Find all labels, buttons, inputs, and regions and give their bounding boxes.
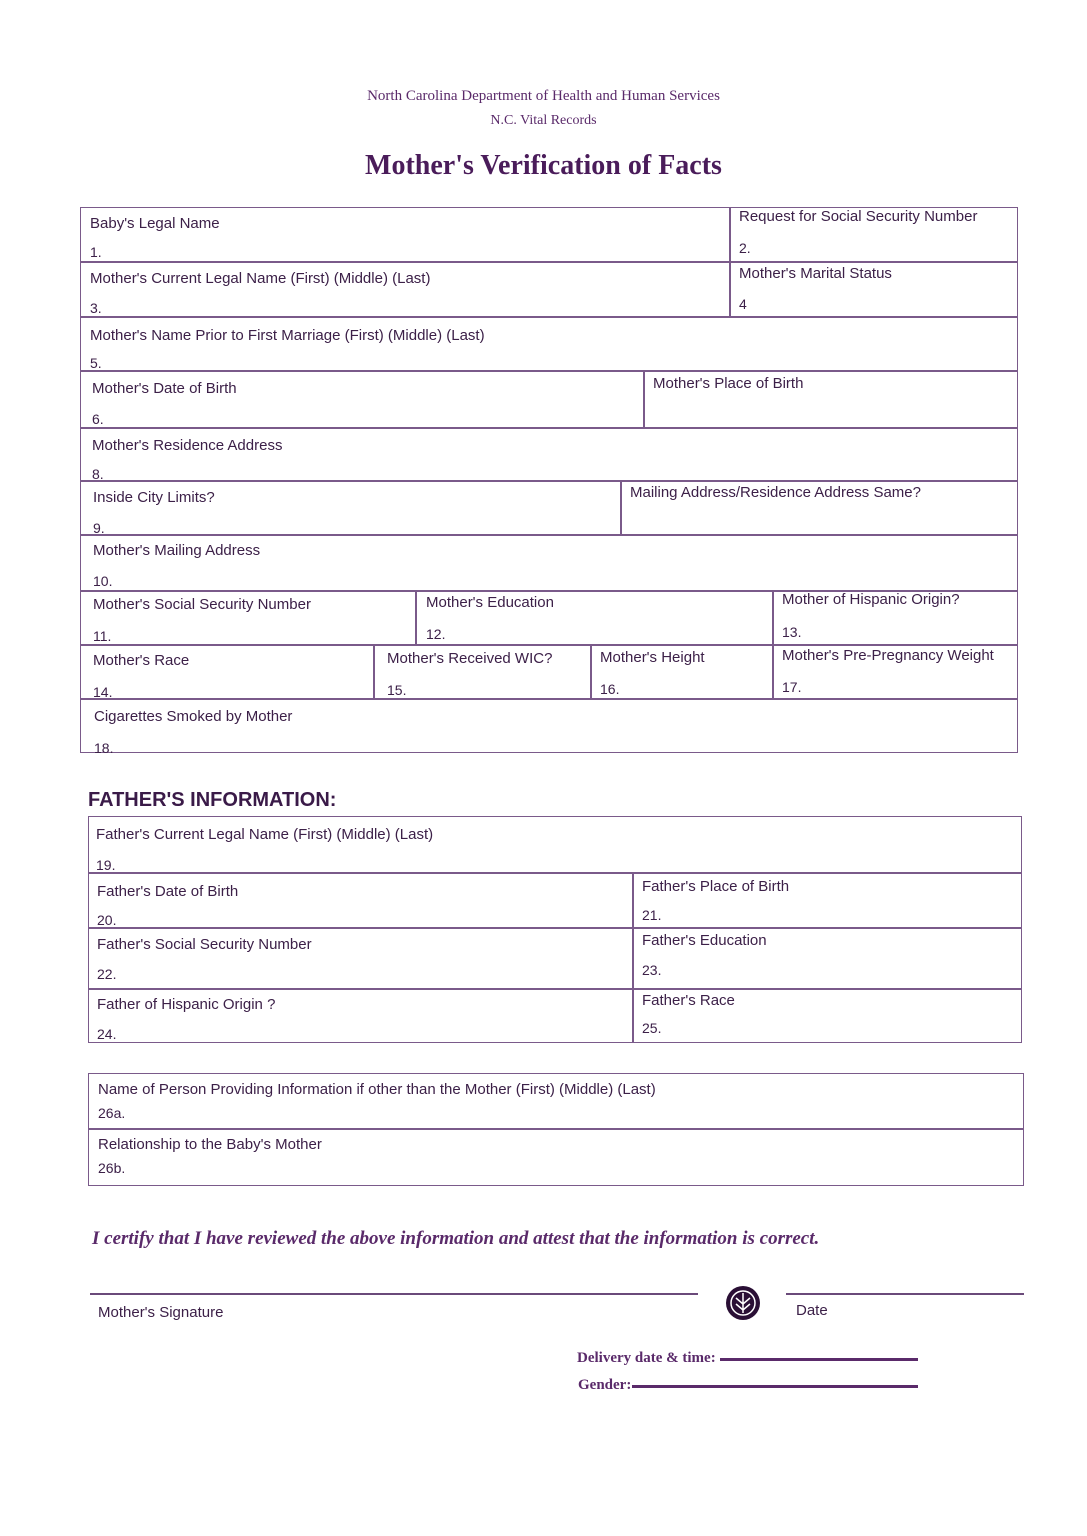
gender-label: Gender: (578, 1377, 632, 1393)
field-label-father-education: Father's Education (642, 932, 767, 949)
divider (643, 370, 645, 427)
field-number: 3. (90, 300, 102, 316)
field-number: 2. (739, 240, 751, 256)
field-number: 11. (93, 628, 112, 644)
divider (88, 927, 1022, 929)
field-label-residence-address: Mother's Residence Address (92, 437, 283, 454)
field-label-mother-ssn: Mother's Social Security Number (93, 596, 311, 613)
father-section-title: FATHER'S INFORMATION: (88, 789, 337, 811)
divider (729, 207, 731, 317)
field-label-father-dob: Father's Date of Birth (97, 883, 239, 900)
divider (80, 534, 1018, 536)
certification-statement: I certify that I have reviewed the above information and attest that the information is correct. (92, 1228, 820, 1249)
field-label-mailing-same: Mailing Address/Residence Address Same? (630, 484, 921, 501)
divider (373, 644, 375, 698)
field-number: 20. (97, 912, 117, 928)
field-number: 5. (90, 355, 102, 371)
field-label-inside-city-limits: Inside City Limits? (93, 489, 215, 506)
field-number: 9. (93, 520, 105, 536)
field-number: 23. (642, 962, 662, 978)
field-label-mother-legal-name: Mother's Current Legal Name (First) (Middle) (Last) (90, 270, 431, 287)
field-label-father-hispanic: Father of Hispanic Origin ? (97, 996, 276, 1013)
field-label-relationship: Relationship to the Baby's Mother (98, 1136, 322, 1153)
field-number: 14. (93, 684, 113, 700)
divider (88, 988, 1022, 990)
divider (80, 370, 1018, 372)
field-number: 18. (94, 740, 114, 756)
field-number: 17. (782, 679, 802, 695)
field-label-informant-name: Name of Person Providing Information if other than the Mother (First) (Middle) (Last) (98, 1081, 656, 1098)
divider (632, 872, 634, 1043)
field-label-wic: Mother's Received WIC? (387, 650, 553, 667)
field-label-mother-race: Mother's Race (93, 652, 190, 669)
field-number: 15. (387, 682, 407, 698)
field-number: 21. (642, 907, 662, 923)
field-number: 26b. (98, 1160, 126, 1176)
field-number: 6. (92, 411, 104, 427)
divider (80, 316, 1018, 318)
divider (88, 1128, 1024, 1130)
field-label-maiden-name: Mother's Name Prior to First Marriage (First) (Middle) (Last) (90, 327, 485, 344)
page-title: Mother's Verification of Facts (365, 150, 722, 181)
signature-line (90, 1293, 698, 1295)
divider (590, 644, 592, 698)
date-label: Date (796, 1302, 828, 1319)
field-label-mother-dob: Mother's Date of Birth (92, 380, 237, 397)
field-label-mother-education: Mother's Education (426, 594, 554, 611)
field-label-father-race: Father's Race (642, 992, 735, 1009)
field-number: 13. (782, 624, 802, 640)
divider (80, 261, 1018, 263)
field-number: 1. (90, 244, 102, 260)
field-number: 8. (92, 466, 104, 482)
field-number: 12. (426, 626, 446, 642)
field-label-father-legal-name: Father's Current Legal Name (First) (Middle) (Last) (96, 826, 434, 843)
field-number: 10. (93, 573, 113, 589)
field-label-mailing-address: Mother's Mailing Address (93, 542, 261, 559)
field-number: 24. (97, 1026, 117, 1042)
divider (772, 590, 774, 698)
field-number: 26a. (98, 1105, 126, 1121)
divider (80, 480, 1018, 482)
field-label-request-ssn: Request for Social Security Number (739, 208, 978, 225)
field-label-mother-hispanic: Mother of Hispanic Origin? (782, 591, 960, 608)
field-label-pre-pregnancy-weight: Mother's Pre-Pregnancy Weight (782, 647, 994, 664)
field-number: 25. (642, 1020, 662, 1036)
agency-name: North Carolina Department of Health and Human Services (367, 88, 720, 104)
field-label-father-ssn: Father's Social Security Number (97, 936, 312, 953)
divider (80, 644, 1018, 646)
field-number: 19. (96, 857, 116, 873)
divider (88, 872, 1022, 874)
delivery-datetime-label: Delivery date & time: (577, 1350, 716, 1366)
field-number: 22. (97, 966, 117, 982)
signature-label: Mother's Signature (98, 1304, 224, 1321)
field-label-father-place-of-birth: Father's Place of Birth (642, 878, 790, 895)
divider (415, 590, 417, 644)
field-label-babys-legal-name: Baby's Legal Name (90, 215, 220, 232)
field-label-mother-place-of-birth: Mother's Place of Birth (653, 375, 804, 392)
gender-value-line (632, 1385, 918, 1388)
date-line (786, 1293, 1024, 1295)
delivery-datetime-value-line (720, 1358, 918, 1361)
seal-logo-icon (724, 1284, 762, 1322)
field-number: 16. (600, 681, 620, 697)
divider (620, 480, 622, 534)
field-label-cigarettes: Cigarettes Smoked by Mother (94, 708, 293, 725)
divider (80, 698, 1018, 700)
field-number: 4 (739, 296, 747, 312)
field-label-mother-height: Mother's Height (600, 649, 705, 666)
field-label-marital-status: Mother's Marital Status (739, 265, 892, 282)
office-name: N.C. Vital Records (490, 113, 597, 128)
divider (80, 427, 1018, 429)
